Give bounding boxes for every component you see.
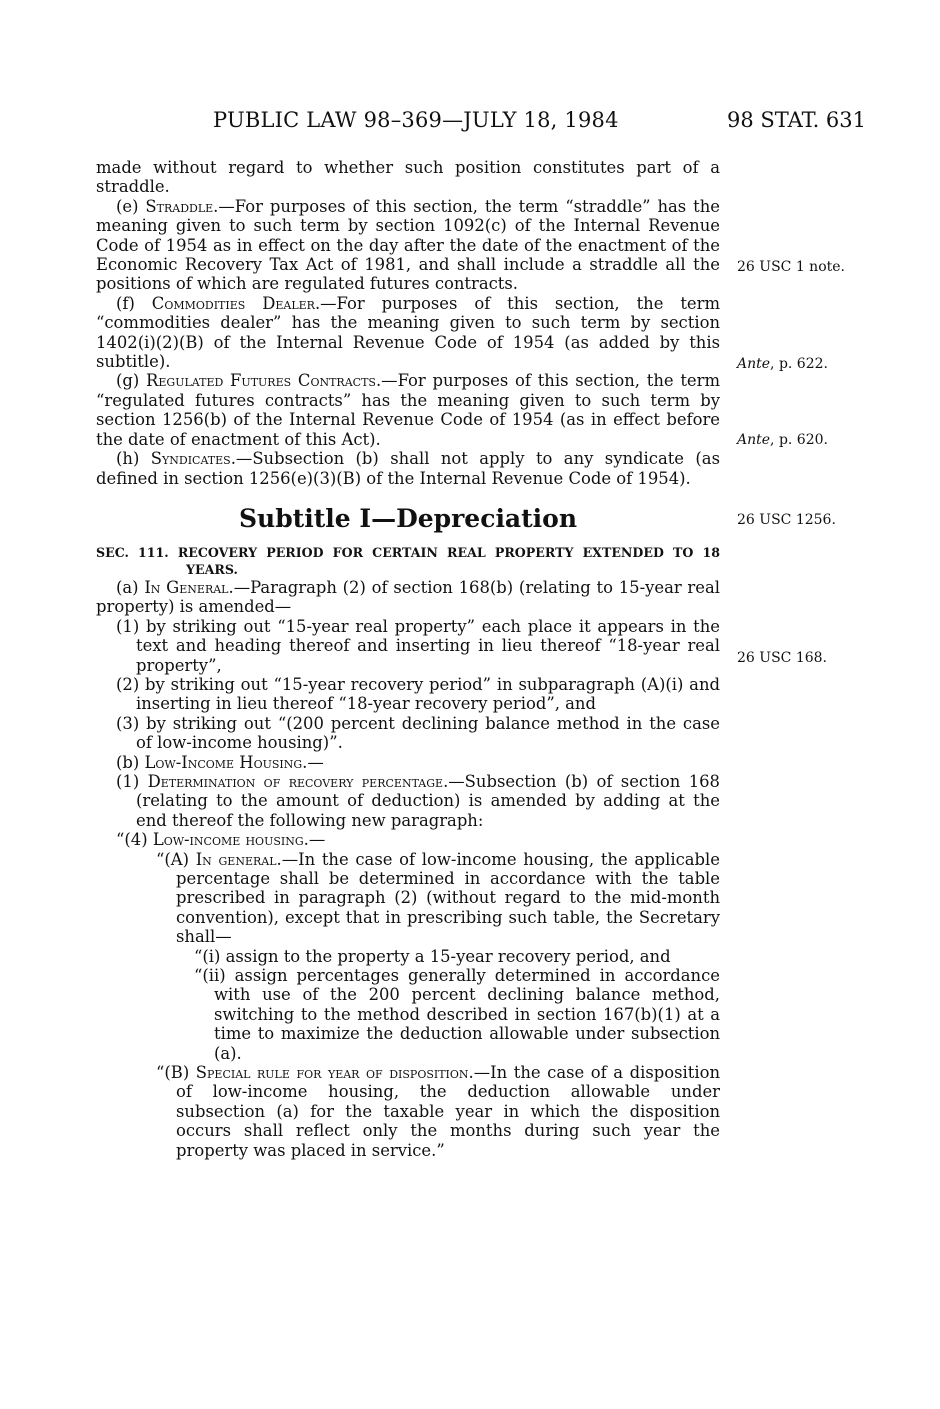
subparagraph-B-heading: Special rule for year of disposition. xyxy=(195,1063,474,1083)
subsection-h xyxy=(96,449,720,488)
paragraph-a3: (3) by striking out “(200 percent declining balance method in the case of low-income housing)”. xyxy=(116,713,720,753)
subsection-g-heading: Regulated Futures Contracts. xyxy=(146,371,382,391)
subparagraph-A-label: “(A) xyxy=(156,849,196,869)
subsection-h-text: —Subsection (b) shall not apply to any syndicate (as defined in section 1256(e)(3)(B) of the Internal Revenue Code of 1954). xyxy=(96,449,720,488)
subsection-a-label: (a) xyxy=(116,577,145,597)
margin-note-ante-622-page: , p. 622. xyxy=(770,356,828,372)
subsection-f-label: (f) xyxy=(116,293,152,313)
paragraph-a1: (1) by striking out “15-year real property” each place it appears in the text and heading thereof and inserting in lieu thereof “18-year real property”, xyxy=(116,616,720,675)
paragraph-b4-heading: Low-income housing. xyxy=(152,830,309,850)
clause-i: “(i) assign to the property a 15-year recovery period, and xyxy=(194,946,671,966)
subparagraph-A xyxy=(96,850,720,947)
paragraph-b4-label: “(4) xyxy=(116,830,153,850)
subsection-a xyxy=(96,578,720,617)
subparagraph-A-text: —In the case of low-income housing, the applicable percentage shall be determined in accordance with the table prescribed in paragraph (2) (without regard to the mid-month convention), except that in prescribing such table, the Secretary shall— xyxy=(176,849,720,947)
paragraph-continued: made without regard to whether such position constitutes part of a straddle. xyxy=(96,158,720,197)
subsection-e xyxy=(96,197,720,294)
subsection-e-text: —For purposes of this section, the term “straddle” has the meaning given to such term by section 1092(c) of the Internal Revenue Code of 1954 as in effect on the day after the date of the enactment of the Economic Recovery Tax Act of 1981, and shall include a straddle all the positions of which are regulated futures contracts. xyxy=(96,196,720,294)
margin-note-ante-620-ante: Ante xyxy=(737,432,771,448)
margin-note-26-usc-168: 26 USC 168. xyxy=(737,650,827,666)
margin-note-26-usc-1-note: 26 USC 1 note. xyxy=(737,259,845,275)
subsection-h-heading: Syndicates. xyxy=(150,449,236,469)
subsection-h-label: (h) xyxy=(116,449,151,469)
subparagraph-B-label: “(B) xyxy=(156,1063,196,1083)
subparagraph-B-text: —In the case of a disposition of low-income housing, the deduction allowable under subsection (a) for the taxable year in which the disposition occurs shall reflect only the months during such year the property was placed in service.” xyxy=(176,1063,720,1160)
subsection-b-label: (b) xyxy=(116,752,145,772)
paragraph-a2: (2) by striking out “15-year recovery period” in subparagraph (A)(i) and inserting in lieu thereof “18-year recovery period”, and xyxy=(116,674,720,714)
subparagraph-A-heading: In general. xyxy=(195,849,282,869)
paragraph-b1 xyxy=(96,772,720,830)
subtitle-heading: Subtitle I—Depreciation xyxy=(238,503,578,533)
page-header xyxy=(0,108,940,138)
paragraph-b1-text: —Subsection (b) of section 168 (relating to the amount of deduction) is amended by adding at the end thereof the following new paragraph: xyxy=(136,771,720,830)
subsection-b xyxy=(96,753,720,772)
paragraph-b1-heading: Determination of recovery percentage. xyxy=(147,771,449,791)
subsection-g xyxy=(96,371,720,449)
subsection-f-heading: Commodities Dealer. xyxy=(151,293,321,313)
subparagraph-B xyxy=(96,1063,720,1160)
subsection-f xyxy=(96,294,720,372)
subsection-g-text: —For purposes of this section, the term “regulated futures contracts” has the meaning given to such term by section 1256(b) of the Internal Revenue Code of 1954 (as in effect before the date of enactment of this Act). xyxy=(96,371,721,449)
law-title: PUBLIC LAW 98–369—JULY 18, 1984 xyxy=(213,108,619,132)
margin-note-ante-620-page: , p. 620. xyxy=(770,432,828,448)
margin-note-ante-622 xyxy=(737,356,828,372)
statute-page-number: 98 STAT. 631 xyxy=(727,108,867,132)
subsection-a-text: —Paragraph (2) of section 168(b) (relating to 15-year real property) is amended— xyxy=(96,577,720,617)
paragraph-b4-text: — xyxy=(308,830,326,850)
subsection-b-text: — xyxy=(307,752,324,772)
subsection-f-text: —For purposes of this section, the term “commodities dealer” has the meaning given to such term by section 1402(i)(2)(B) of the Internal Revenue Code of 1954 (as added by this subtitle). xyxy=(96,293,720,372)
paragraph-b1-label: (1) xyxy=(116,771,148,791)
subsection-a-heading: In General. xyxy=(144,577,234,597)
section-heading: SEC. 111. RECOVERY PERIOD FOR CERTAIN REAL PROPERTY EXTENDED TO 18 YEARS. xyxy=(96,544,720,577)
subsection-e-heading: Straddle. xyxy=(145,196,219,216)
subsection-b-heading: Low-Income Housing. xyxy=(144,752,308,772)
margin-note-ante-620 xyxy=(737,432,828,448)
subsection-g-label: (g) xyxy=(116,371,147,391)
margin-note-ante-622-ante: Ante xyxy=(737,356,771,372)
subsection-e-label: (e) xyxy=(116,196,146,216)
paragraph-b4 xyxy=(96,830,720,849)
body-text xyxy=(96,158,720,1160)
clause-ii: “(ii) assign percentages generally determined in accordance with use of the 200 percent declining balance method, switching to the method described in section 167(b)(1) at a time to maximize the deduction allowable under subsection (a). xyxy=(194,966,720,1063)
margin-note-26-usc-1256: 26 USC 1256. xyxy=(737,512,836,528)
